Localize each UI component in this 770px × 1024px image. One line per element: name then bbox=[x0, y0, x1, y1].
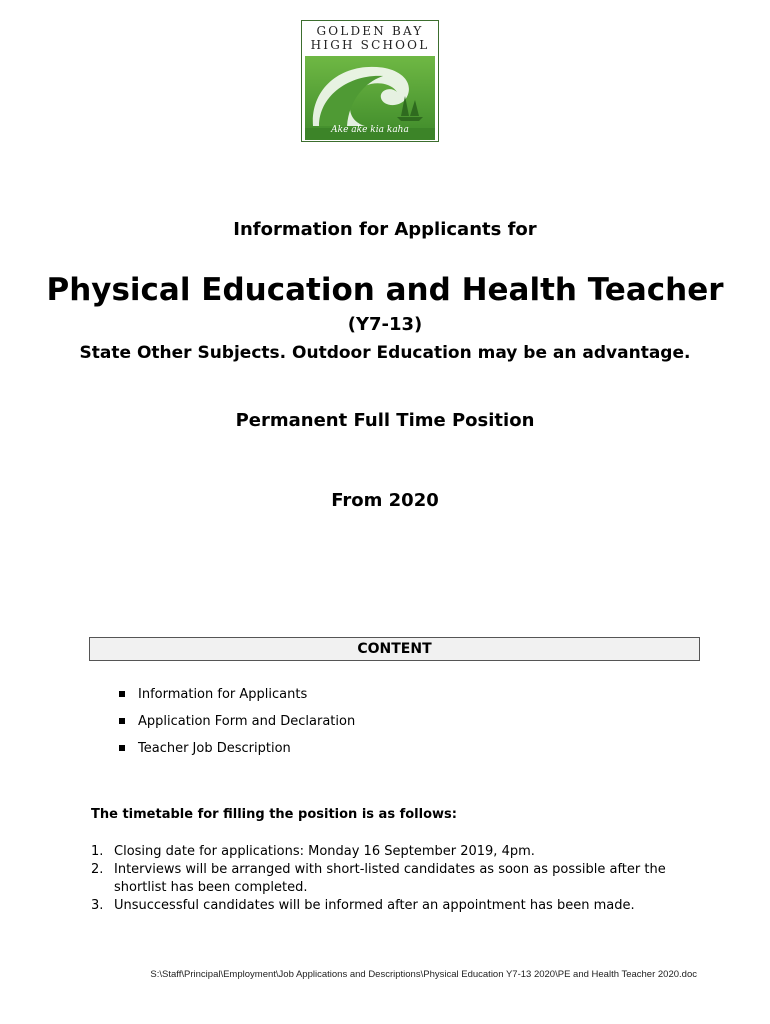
position-type: Permanent Full Time Position bbox=[235, 410, 535, 431]
bullet-icon bbox=[119, 718, 125, 724]
timetable-step: 1. Closing date for applications: Monday 16 September 2019, 4pm. bbox=[91, 844, 535, 859]
school-logo bbox=[301, 20, 439, 142]
other-subjects-note: State Other Subjects. Outdoor Education may be an advantage. bbox=[79, 343, 691, 363]
timetable-step: 3. Unsuccessful candidates will be informed after an appointment has been made. bbox=[91, 898, 635, 913]
page-subtitle: Information for Applicants for bbox=[233, 219, 537, 240]
timetable-step: 2. Interviews will be arranged with short-listed candidates as soon as possible after the shortlist has been completed. bbox=[91, 862, 666, 895]
start-date: From 2020 bbox=[331, 490, 439, 511]
logo-school-name-line1: GOLDEN BAY bbox=[316, 24, 424, 38]
bullet-icon bbox=[119, 691, 125, 697]
logo-school-name-line2: HIGH SCHOOL bbox=[310, 38, 430, 52]
content-item: Application Form and Declaration bbox=[117, 713, 355, 740]
year-levels: (Y7-13) bbox=[347, 314, 423, 335]
file-path-footer: S:\Staff\Principal\Employment\Job Applications and Descriptions\Physical Education Y7-13 2020\PE and Health Teacher 2020.doc bbox=[150, 969, 697, 980]
content-item: Teacher Job Description bbox=[117, 740, 355, 767]
content-heading-box: CONTENT bbox=[89, 637, 700, 661]
timetable-heading: The timetable for filling the position is as follows: bbox=[91, 807, 457, 822]
content-item: Information for Applicants bbox=[117, 686, 355, 713]
content-list bbox=[117, 686, 355, 767]
bullet-icon bbox=[119, 745, 125, 751]
logo-motto: Ake ake kia kaha bbox=[331, 125, 409, 135]
timetable-steps bbox=[91, 843, 691, 915]
page-title: Physical Education and Health Teacher bbox=[46, 272, 724, 308]
